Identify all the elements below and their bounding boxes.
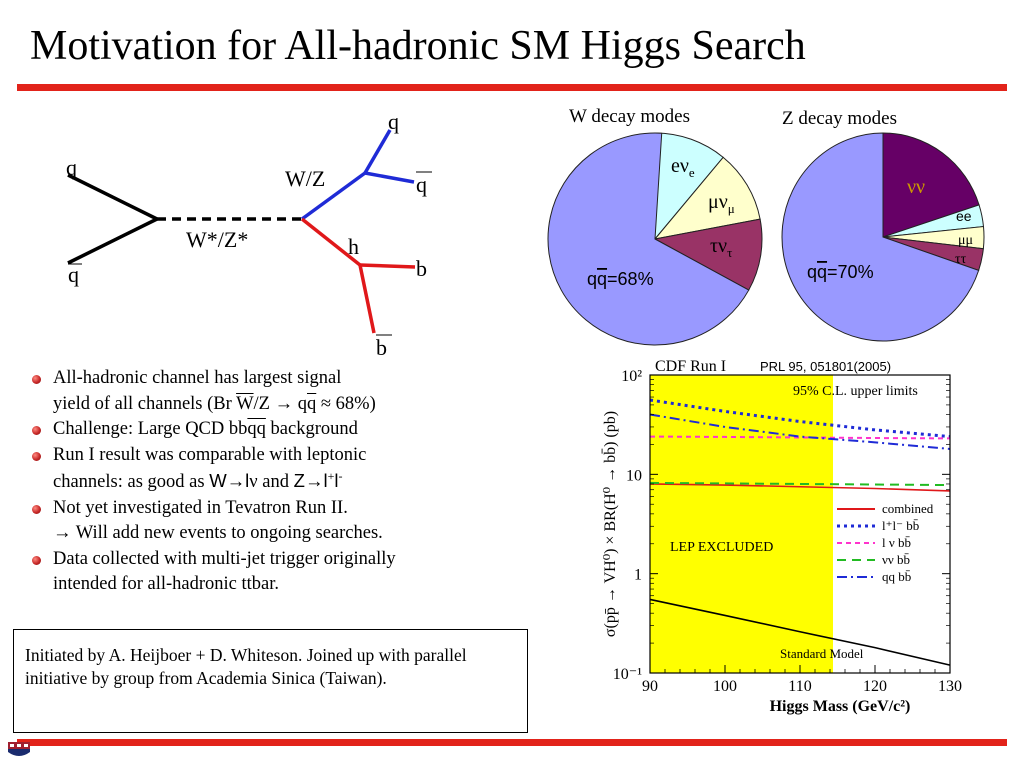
label-qbar-in: q [68, 262, 79, 287]
footer-divider [17, 739, 1007, 746]
conf-level-label: 95% C.L. upper limits [793, 384, 918, 399]
label-h: h [348, 234, 359, 259]
y-tick-label: 10² [621, 368, 642, 385]
incoming-quark-line [68, 175, 157, 219]
pie-slice-label: $e\nu_e$ [671, 155, 695, 180]
bullet-item: Challenge: Large QCD $bb\overline{qq}$ background [30, 417, 500, 443]
pie-slice-label: μμ [958, 233, 974, 248]
pie-slice-label: ee [956, 208, 972, 224]
y-axis-label: σ(pp̄ → VH⁰) × BR(H⁰ → bb̄) (pb) [602, 410, 619, 638]
y-tick-label: 10⁻¹ [612, 666, 642, 683]
label-b: b [416, 256, 427, 281]
pie-slice-label: ττ [955, 252, 967, 267]
legend-label: qq bb̄ [882, 569, 912, 584]
label-propagator: W*/Z* [186, 227, 249, 252]
penn-shield-icon [8, 742, 30, 758]
z-pie-title: Z decay modes [782, 108, 898, 129]
w-pie-title: W decay modes [569, 106, 690, 127]
y-tick-label: 1 [634, 566, 642, 584]
x-tick-label: 110 [788, 678, 812, 695]
bullet-list [30, 366, 500, 598]
label-q-in: q [66, 155, 77, 180]
bullet-item: Not yet investigated in Tevatron Run II. → Will add new events to ongoing searches. [30, 496, 500, 547]
label-bbar: b [376, 335, 387, 360]
x-tick-label: 130 [938, 678, 962, 695]
bullet-item: Data collected with multi-jet trigger originally intended for all-hadronic ttbar. [30, 547, 500, 598]
feynman-diagram [40, 105, 480, 365]
incoming-antiquark-line [68, 219, 157, 263]
title-divider [17, 84, 1007, 91]
z-decay-pie [782, 134, 984, 344]
pie-slice-label: qq=68% [587, 269, 654, 289]
pie-slice-label: $\mu\nu_\mu$ [708, 191, 735, 216]
note-box: Initiated by A. Heijboer + D. Whiteson. Joined up with parallel initiative by group from Academia Sinica (Taiwan). [13, 629, 528, 733]
plot-header-left: CDF Run I [655, 358, 727, 375]
bullet-item: All-hadronic channel has largest signal yield of all channels (Br $\overline{W}/Z \to q\overline{q} \approx 68\%$) [30, 366, 500, 417]
pie-slice-label: $\tau\nu_\tau$ [710, 235, 733, 260]
bullet-item: Run I result was comparable with leptonic channels: as good as W→lν and Z→l+l- [30, 443, 500, 496]
legend-label: l⁺l⁻ bb̄ [882, 518, 920, 533]
pie-slice-label: νν [907, 176, 926, 198]
slide-title: Motivation for All-hadronic SM Higgs Search [30, 23, 806, 69]
x-tick-label: 120 [863, 678, 887, 695]
label-q-out: q [388, 109, 399, 134]
x-axis-label: Higgs Mass (GeV/c²) [769, 698, 911, 715]
lep-excluded-label: LEP EXCLUDED [670, 540, 774, 555]
standard-model-label: Standard Model [780, 646, 864, 661]
label-qbar-out: q [416, 172, 427, 197]
plot-header-right: PRL 95, 051801(2005) [760, 359, 892, 374]
pie-slice-label: qq=70% [807, 262, 874, 282]
y-tick-label: 10 [626, 467, 642, 485]
limit-plot [585, 355, 1005, 720]
legend-label: νν bb̄ [882, 552, 911, 567]
legend-label: l ν bb̄ [882, 535, 911, 550]
legend-label: combined [882, 501, 934, 516]
w-decay-pie [547, 132, 763, 348]
x-tick-label: 100 [713, 678, 737, 695]
label-wz: W/Z [285, 166, 326, 191]
x-tick-label: 90 [642, 678, 658, 695]
